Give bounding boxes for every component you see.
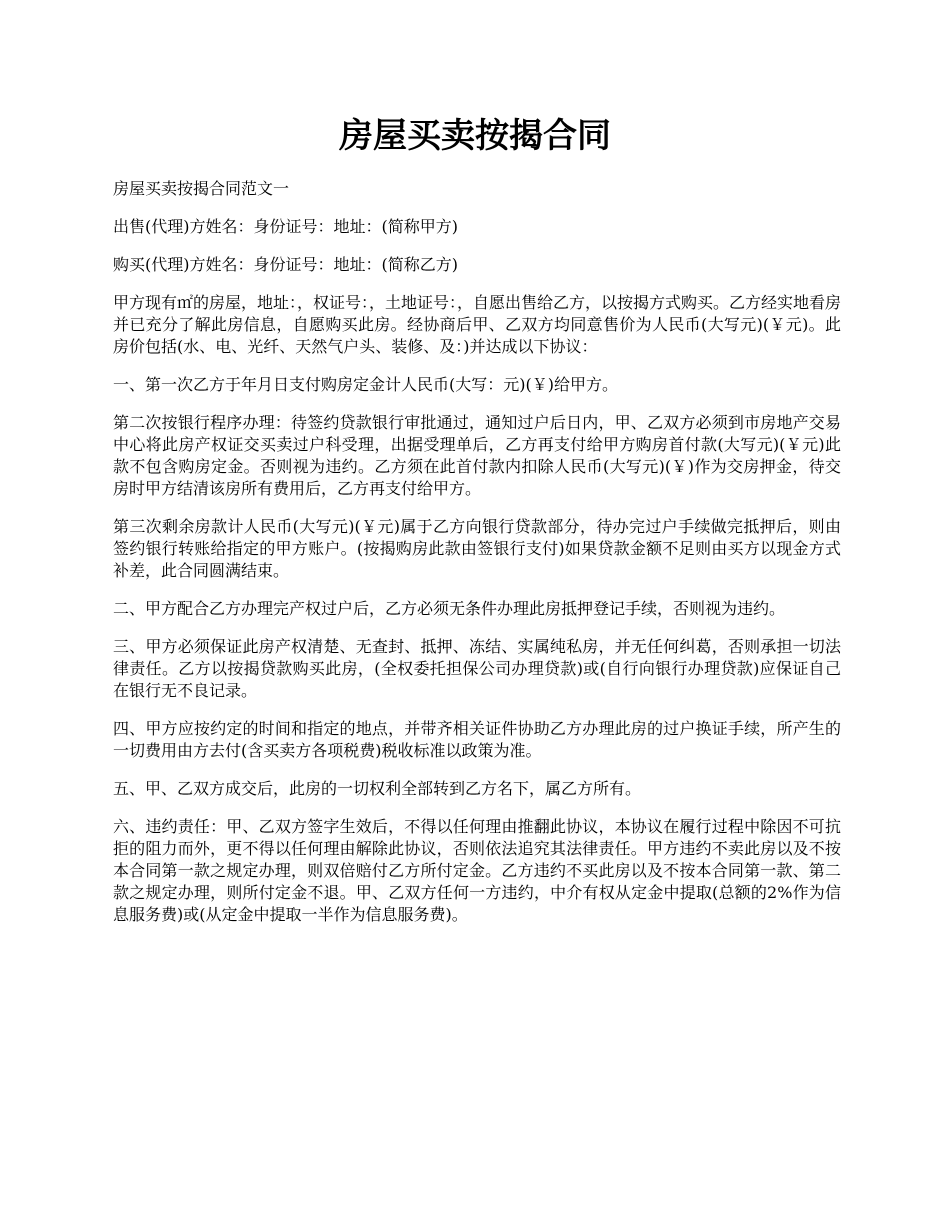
- paragraph-clause-4: 四、甲方应按约定的时间和指定的地点，并带齐相关证件协助乙方办理此房的过户换证手续，所产生的一切费用由方去付(含买卖方各项税费)税收标准以政策为准。: [113, 719, 841, 760]
- document-body: [113, 178, 841, 942]
- paragraph-clause-5: 五、甲、乙双方成交后，此房的一切权利全部转到乙方名下，属乙方所有。: [113, 779, 642, 798]
- paragraph-property-description: 甲方现有㎡的房屋，地址：，权证号：，土地证号：，自愿出售给乙方，以按揭方式购买。乙方经实地看房并已充分了解此房信息，自愿购买此房。经协商后甲、乙双方均同意售价为人民币(大写元)(￥元)。此房价包括(水、电、光纤、天然气户头、装修、及：)并达成以下协议：: [113, 293, 842, 356]
- paragraph-clause-1: 一、第一次乙方于年月日支付购房定金计人民币(大写：元)(￥)给甲方。: [113, 375, 618, 394]
- paragraph-seller-info: 出售(代理)方姓名：身份证号：地址：(简称甲方): [113, 217, 458, 236]
- paragraph-second-payment: 第二次按银行程序办理：待签约贷款银行审批通过，通知过户后日内，甲、乙双方必须到市房地产交易中心将此房产权证交买卖过户科受理，出据受理单后，乙方再支付给甲方购房首付款(大写元)(￥元)此款不包含购房定金。否则视为违约。乙方须在此首付款内扣除人民币(大写元)(￥)作为交房押金，待交房时甲方结清该房所有费用后，乙方再支付给甲方。: [113, 413, 841, 498]
- document-title: 房屋买卖按揭合同: [339, 116, 611, 156]
- paragraph-clause-2: 二、甲方配合乙方办理完产权过户后，乙方必须无条件办理此房抵押登记手续，否则视为违约。: [113, 599, 786, 618]
- paragraph-clause-6: 六、违约责任：甲、乙双方签字生效后，不得以任何理由推翻此协议，本协议在履行过程中除因不可抗拒的阻力而外，更不得以任何理由解除此协议，否则依法追究其法律责任。甲方违约不卖此房以及不按本合同第一款之规定办理，则双倍赔付乙方所付定金。乙方违约不买此房以及不按本合同第一款、第二款之规定办理，则所付定金不退。甲、乙双方任何一方违约，中介有权从定金中提取(总额的2%作为信息服务费)或(从定金中提取一半作为信息服务费)。: [113, 817, 841, 924]
- paragraph-buyer-info: 购买(代理)方姓名：身份证号：地址：(简称乙方): [113, 255, 458, 274]
- paragraph-third-payment: 第三次剩余房款计人民币(大写元)(￥元)属于乙方向银行贷款部分，待办完过户手续做完抵押后，则由签约银行转账给指定的甲方账户。(按揭购房此款由签银行支付)如果贷款金额不足则由买方以现金方式补差，此合同圆满结束。: [113, 517, 841, 580]
- paragraph-template-heading: 房屋买卖按揭合同范文一: [113, 179, 290, 198]
- paragraph-clause-3: 三、甲方必须保证此房产权清楚、无查封、抵押、冻结、实属纯私房，并无任何纠葛，否则承担一切法律责任。乙方以按揭贷款购买此房，(全权委托担保公司办理贷款)或(自行向银行办理贷款)应保证自己在银行无不良记录。: [113, 637, 841, 700]
